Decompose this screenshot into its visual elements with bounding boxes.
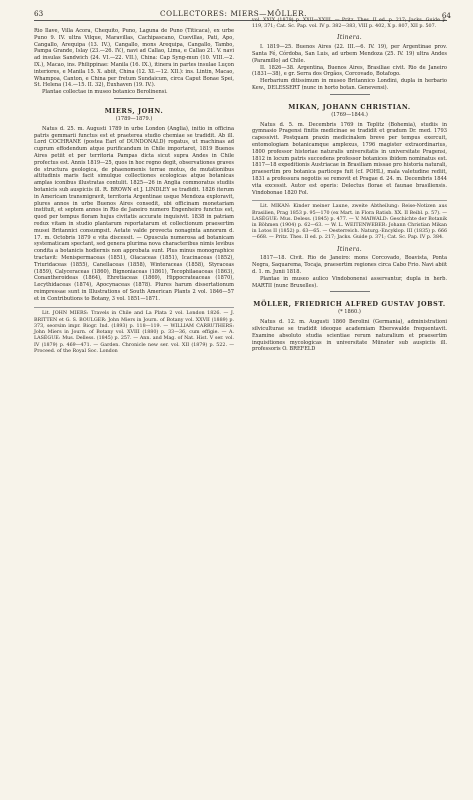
left-column (34, 28, 234, 355)
section-body-moller: Natus d. 12. m. Augusti 1860 Berolini (Germania), administrationi silviculturae se tradidit ideoque academiam Eberswalde frequentavit. Examine absoluto studia scientiae rerum naturalium et praesertim inquisitiones mycologicas in universitate Münster sub auspiciis ill. professoris O. BREFELD (252, 319, 447, 353)
running-title: COLLECTORES: MIERS—MÖLLER. (160, 9, 307, 18)
section-divider-3 (330, 291, 370, 292)
itinera-heading-miers: Itinera. (337, 34, 362, 42)
literature-mikan: Lit. MIKAN: Kinder meiner Laune, zweite Abtheilung: Reise-Notizen aus Brasilien, Prag 1853 p. 95—170 (ex Mart. in Flora Ratisb. XX. II Beibl. p. 57). — LASÈGUE: Mus. Deless. (1845) p. 477. — V. MAIWALD: Geschichte der Botanik in Böhmen (1904) p. 62—63. — W. L. WEITENWEBER: Johann Christian Mikan in Lotos II (1852) p. 63—65. — Oesterreich. Naturg.-Encyklop. III (1835) p. 666—668. — Pritz. Thes. II ed. p. 217; Jacks. Guide p. 371; Cat. Sc. Pap. IV p. 384. (252, 204, 448, 241)
lit-divider-2 (252, 200, 447, 201)
right-page-number: 64 (441, 11, 451, 20)
section-dates-mikan: (1769—1844.) (331, 111, 368, 118)
left-page-number: 63 (34, 9, 44, 18)
section-heading-mikan: MIKAN, JOHANN CHRISTIAN. (288, 102, 411, 111)
section-dates-moller: (* 1860.) (338, 309, 361, 316)
itinera-miers-3: Herbarium ditissimum in museo Britannico Londini, dupla in herbario Kew., DELESSERT (nunc in horto botan. Genevensi). (252, 78, 447, 91)
section-heading-miers: MIERS, JOHN. (104, 106, 164, 115)
literature-miers: Lit. JOHN MIERS: Travels in Chile and La Plata 2 vol. London 1826. — J. BRITTEN et G. S. BOULGER: John Miers in Journ. of Botany vol. XXVII (1889) p. 373, seorsim impr. Biogr. Ind. (1893) p. 118—119. — WILLIAM CARRUTHERS: John Miers in Journ. of Botany vol. XVIII (1880) p. 33—36, cum effigie. — A. LASÈGUE: Mus. Delless. (1845) p. 257. — Ann. and Mag. of Nat. Hist. V ser. vol. IV (1879) p. 469—471. — Garden. Chronicle new ser. vol. XII (1879) p. 522. — Proceed. of the Royal Soc. London (34, 311, 234, 354)
itinera-heading-mikan: Itinera. (337, 245, 362, 253)
lit-divider (34, 307, 234, 308)
intro-paragraph-2: Plantae collectae in museo botanico Berolinensi. (42, 89, 168, 96)
section-body-miers: Natus d. 25. m. Augusti 1789 in urbe London (Anglia), initio in officina patris gemmarii functus est et praeterea studio chemiae se tradidit. Ab ill. Lord COCHRANE (postea Earl of DUNDONALD) rogatus, ut machinas ad cuprum effodendum atque purificandum in Chile importaret, 1819 Buenos Aires petiit et per territoria Pampas dicta sicut supra Andes in Chile profectus est. Annis 1819—25, quos in hoc regno degit, observationes graves de structura geologica, de phaenomenis terrae motus, de mutationibus altitudinis maris facit simulque collectiones ecologicas atque botanicas amplas iconibus illustratas contulit. 1825—26 in Anglia commoratus studiis botanicis sub auspiciis ill. R. BROWN et J. LINDLEY se tradidit. 1826 iterum in Americam transmigravit, territoria Argentinae usque Mendoza exploravit, plures annos in urbe Buenos Aires consedit, ubi officinam monetariam instituit, et septem annos in Rio de Janeiro numero Engenheiro functus est, quod per tempus floram hujus civitatis accurate inquisivit. 1838 in patriam redux vitam in studio plantarum reportatarum et collectionum praesertim musei Britannici consumpsit. Aetate valde provecta nonaginta annorum d. 17. m. Octobris 1879 e vita discessit. — Opuscula numerosa ad botanicam systematicam spectant, sed genera plurima nova characteribus nimis levibus condita a botanicis hodiernis non approbata sunt. Plus minus monographice tractavit: Menispermaceas (1851), Olacaceas (1851), Icacinaceas (1852), Triuridaceas (1855), Canellaceas (1858), Winteraceas (1858), Styraceas (1859), Calyceraceas (1860), Bignoniaceas (1861), Tecophilaeaceas (1863), Conantheroideas (1864), Ehretiaceas (1869), Hippocrateaceas (1870), Lecythidaceas (1874), Apocynaceas (1878). Plures harum dissertationum reimpressae sunt in Illustrations of South American Plants 2 vol. 1846—57 et in Contributions to Botany, 3 vol. 1851—1871. (34, 125, 234, 302)
literature-miers-continued: vol. XXIX (1879) p. XXII—XXIII. — Pritz. Thes. II ed. p. 217; Jacks. Guide p. 119, 371; Cat. Sc. Pap. vol. IV p. 382—383, VIII p. 402, X p. 807, XII p. 507. (252, 18, 447, 30)
section-heading-moller: MÖLLER, FRIEDRICH ALFRED GUSTAV JOBST. (253, 300, 446, 309)
section-divider (114, 98, 154, 99)
section-dates-miers: (1789—1879.) (115, 115, 153, 122)
itinera-mikan-1: 1817—18. Civit. Rio de Janeiro: mons Corcovado, Boavista, Ponta Negra, Saquarema, Tocaja, praesertim regiones circa Cabo Frio. Navi abiit d. 1. m. Junii 1818. (252, 255, 447, 275)
itinera-miers-1: I. 1819—25. Buenos Aires (22. III.—6. IV. 19), per Argentinae prov. Santa Fé, Córdoba, San Luis, ad urbem Mendoza (25. IV. 19) ultra Andes (Paramillo) ad Chile. (252, 44, 447, 64)
itinera-mikan-2: Plantae in museo aulico Vindobonensi asservantur, dupla in herb. MARTII (nunc Bruxelles). (252, 275, 447, 289)
section-body-mikan: Natus d. 5. m. Decembris 1769 in Teplitz (Bohemia), studiis in gymnasio Pragensi finitis medicinae se tradidit et gradum Dr. med. 1793 capessivit. Postquam praxin medicinalem breve per tempus exercuit, entomologiam botanicamque amplexus, 1796 magister extraordinarius, 1800 professor historiae naturalis universitatis in universitate Pragensi, 1812 in locum patris succedens professor botanices ibidem nominatus est. 1817—18 expeditionis Austriacae in Brasiliam missae pro historia naturali, praesertim pro botanica particeps fuit (cf. POHL), mala valetudine rediit, 1831 a professura negotiis se removit et Pragae d. 24. m. Decembris 1844 vita excessit. Autor est operis: Delectus florae et faunae brasiliensis. Vindobonae 1820 Fol. (252, 121, 447, 196)
intro-paragraph: Rio Ilave, Villa Acora, Chequito, Puno, Laguna de Puno (Titicaca), ex urbe Puno 9. IV. ultra Vilque, Maravillas, Cachipascano, Cuevillas, Pati, Apo, Cangallo, Arequipa (13. IV.), Cangallo, mons Arequipa, Cangallo, Tambo, Pampa Grande, Islay (23.—26. IV.), navi ad Callao, Lima, e Callao 21. V. navi ad insulas Sandwich (24. VI.—22. VII.), China: Cap Syng-mun (10. VIII.—2. IX.), Macao, ins. Philippinae: Manila (16. IX.), itinera in partes insulae Luçon interiores, e Manila 15. X. abiit, China (12. XI.—12. XII.): ins. Lintin, Macao, Whampoa, Canton, e China per fretum Sundaicum, circa Caput Bonae Spei, St. Helena (14.—15. II. 32), Euxhaven (19. IV.). (34, 28, 234, 89)
itinera-miers-2: II. 1826—38. Argentina, Buenos Aires, Brasiliae civit. Rio de Janeiro (1831—38), e gr. Serra dos Orgãos, Corcovado, Botafogo. (252, 64, 447, 78)
right-column (252, 18, 447, 353)
section-divider-2 (330, 94, 370, 95)
